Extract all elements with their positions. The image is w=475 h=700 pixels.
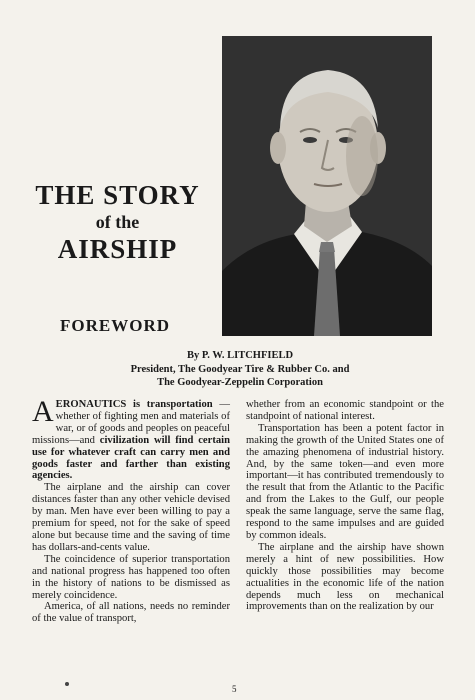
paragraph: Transportation has been a potent factor in making the growth of the United States one of the amazing phenomena of industrial history. And, by the same token—and even more important—it has contributed tremendously to the result that from the Atlantic to the Pacific and from the Lakes to the Gulf, our people speak the same language, serve the same flag, respond to the same impulses and are guided by common ideals. xyxy=(246,422,444,541)
byline-author: By P. W. LITCHFIELD xyxy=(186,350,294,361)
paragraph xyxy=(32,395,230,482)
byline-role-1: President, The Goodyear Tire & Rubber Co. and xyxy=(130,363,350,375)
portrait-photo-icon xyxy=(222,36,432,336)
body-column-right xyxy=(246,399,444,613)
portrait-photo xyxy=(222,36,432,336)
drop-cap: A xyxy=(32,395,54,428)
paragraph: whether from an economic standpoint or the standpoint of national interest. xyxy=(246,399,444,422)
title-line-3: AIRSHIP xyxy=(57,234,178,264)
page-mark xyxy=(65,682,69,686)
page-number: 5 xyxy=(232,684,237,694)
paragraph: The airplane and the airship can cover distances faster than any other vehicle devised by man. Men have ever been willing to pay a premium for speed, not for the sake of speed alone but because time and the saving of time has dollars-and-cents value. xyxy=(32,482,230,553)
paragraph-text: —whether of fighting men and materials of war, or of goods and peoples on peaceful missions—and xyxy=(32,399,230,446)
paragraph: America, of all nations, needs no reminder of the value of transport, xyxy=(32,601,230,625)
paragraph: The coincidence of superior transportation and national progress has happened too often in the history of nations to be dismissed as merely coincidence. xyxy=(32,553,230,601)
title-line-2: of the xyxy=(95,212,140,232)
article-title xyxy=(20,180,215,264)
section-heading: FOREWORD xyxy=(60,316,170,335)
body-column-left xyxy=(32,395,230,625)
paragraph: The airplane and the airship have shown merely a hint of new possibilities. How quickly those possibilities may become actualities in the economic life of the nation depends much less on mechanical improvements than on the realization by our xyxy=(246,541,444,613)
byline-role-2: The Goodyear-Zeppelin Corporation xyxy=(157,377,323,388)
paragraph-bold-text: civilization will find certain use for whatever craft can carry men and goods faster and farther than existing agencies. xyxy=(32,434,230,482)
paragraph-bold-text: ERONAUTICS is transportation xyxy=(55,399,213,410)
title-line-1: THE STORY xyxy=(35,180,200,210)
byline xyxy=(40,349,440,390)
